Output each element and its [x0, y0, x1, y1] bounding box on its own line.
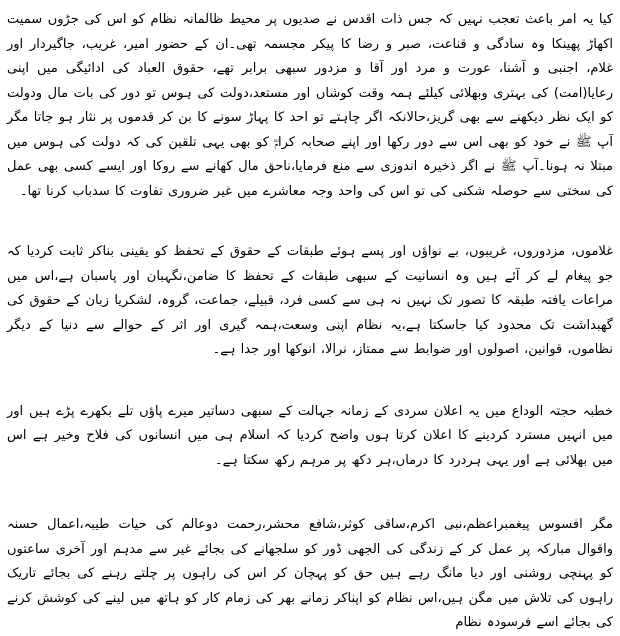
- paragraph-3: خطبہ حجتہ الوداع میں یہ اعلان سردی کے زمانہ جہالت کے سبھی دساتیر میرے پاؤں تلے بکھرے پڑے ہیں اور میں انہیں مسترد کردینے کا اعلان کرتا ہوں واضح کردیا کہ اسلام ہی میں انسانوں کی فلاح وخیر ہے اس میں بھلائی ہے اور یہی ہردرد کا درماں،ہر دکھ پر مرہم رکھ سکتا ہے۔: [7, 403, 613, 468]
- paragraph-4: مگر افسوس پیغمبراعظم،نبی اکرم،ساقی کوثر،شافع محشر،رحمت دوعالم کی حیات طیبہ،اعمال حسنہ واقوال مبارکہ پر عمل کر کے زندگی کی الجھی ڈور کو سلجھانے کی بجائے غیر سے مدہم اور آخری ساعتوں کو پہنچی روشنی اور دیا مانگ رہے ہیں حق کو پہچان کر اس کی راہوں پر چلتے رہنے کی بجائے تاریک راہوں کی تلاش میں مگن ہیں،اس نظام کو اپناکر زمانے بھر کی زمام کار کو ہاتھ میں لینے کی کوشش کرنے کی بجائے اسے فرسودہ نظام: [7, 517, 613, 630]
- paragraph-spacer: [7, 363, 613, 400]
- paragraph-1: کیا یہ امر باعث تعجب نہیں کہ جس ذات اقدس نے صدیوں پر محیط ظالمانہ نظام کو اس کی جڑوں سمیت اکھاڑ پھینکا وہ سادگی و قناعت، صبر و رضا کا پیکر مجسمہ تھی۔ان کے حضور امیر، غریب، جاگیردار اور غلام، اجنبی و آشنا، عورت و مرد اور آقا و مزدور سبھی برابر تھے، حقوق العباد کی ادائیگی میں اپنی رعایا(امت) کی بہتری وبھلائی کیلئے ہمہ وقت کوشاں اور مستعد،دولت کی ہوس تو دور کی بات مال ودولت کو ایک نظر دیکھنے سے بھی گریز،حالانکہ اگر چاہتے تو احد کا پہاڑ سونے کا بن کر قدموں پر نثار ہو جاتا مگر آپ ﷺ نے خود کو بھی اس سے دور رکھا اور اپنے صحابہ کرامؓ کو بھی یہی تلقین کی کہ دولت کی ہوس میں مبتلا نہ ہونا۔آپ ﷺ نے اگر ذخیرہ اندوزی سے منع فرمایا،ناحق مال کھانے سے روکا اور ایسے کسی بھی عمل کی سختی سے حوصلہ شکنی کی تو اس کی واحد وجہ معاشرے میں غیر ضروری تفاوت کا سدباب کرنا تھا۔: [7, 12, 613, 199]
- paragraph-spacer: [7, 473, 613, 513]
- paragraph-spacer: [7, 204, 613, 240]
- paragraph-2: غلاموں، مزدوروں، غریبوں، بے نواؤں اور پسے ہوئے طبقات کے حقوق کے تحفظ کو یقینی بناکر ثابت کردیا کہ جو پیغام لے کر آئے ہیں وہ انسانیت کے سبھی طبقات کے تحفظ کا ضامن،نگہبان اور پاسبان ہے،اس میں مراعات یافتہ طبقہ کا تصور تک نہیں نہ ہی سے کسی فرد، قبیلے، جماعت، گروہ، لشکریا زبان کے حقوق کی گھبداشت تک محدود کیا جاسکتا ہے،یہ نظام اپنی وسعت،ہمہ گیری اور اثر کے حوالے سے دنیا کے دیگر نظاموں، قوانین، اصولوں اور ضوابط سے ممتاز، نرالا، انوکھا اور جدا ہے۔: [7, 244, 613, 357]
